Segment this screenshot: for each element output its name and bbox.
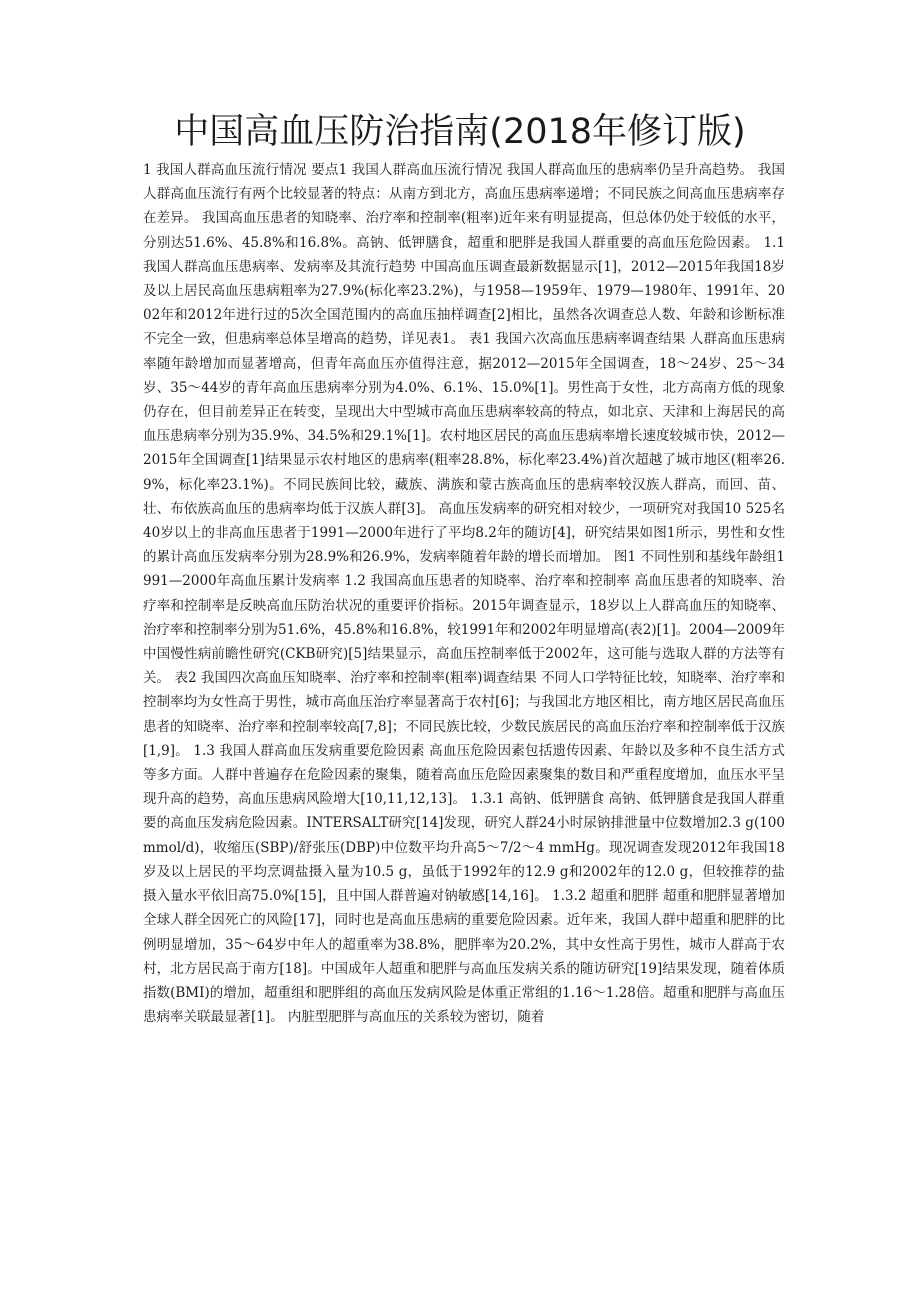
document-title: 中国高血压防治指南(2018年修订版) — [174, 112, 746, 152]
document-body-text: 1 我国人群高血压流行情况 要点1 我国人群高血压流行情况 我国人群高血压的患病率仍呈升高趋势。 我国人群高血压流行有两个比较显著的特点：从南方到北方，高血压患病率递增；不同民族之间高血压患病率存在差异。 我国高血压患者的知晓率、治疗率和控制率(粗率)近年来有明显提高，但总体仍处于较低的水平，分别达51.6%、45.8%和16.8%。高钠、低钾膳食，超重和肥胖是我国人群重要的高血压危险因素。 1.1 我国人群高血压患病率、发病率及其流行趋势 中国高血压调查最新数据显示[1]，2012—2015年我国18岁及以上居民高血压患病粗率为27.9%(标化率23.2%)，与1958—1959年、1979—1980年、1991年、2002年和2012年进行过的5次全国范围内的高血压抽样调查[2]相比，虽然各次调查总人数、年龄和诊断标准不完全一致，但患病率总体呈增高的趋势，详见表1。 表1 我国六次高血压患病率调查结果 人群高血压患病率随年龄增加而显著增高，但青年高血压亦值得注意，据2012—2015年全国调查，18～24岁、25～34岁、35～44岁的青年高血压患病率分别为4.0%、6.1%、15.0%[1]。男性高于女性，北方高南方低的现象仍存在，但目前差异正在转变，呈现出大中型城市高血压患病率较高的特点，如北京、天津和上海居民的高血压患病率分别为35.9%、34.5%和29.1%[1]。农村地区居民的高血压患病率增长速度较城市快，2012—2015年全国调查[1]结果显示农村地区的患病率(粗率28.8%，标化率23.4%)首次超越了城市地区(粗率26.9%，标化率23.1%)。不同民族间比较，藏族、满族和蒙古族高血压的患病率较汉族人群高，而回、苗、壮、布依族高血压的患病率均低于汉族人群[3]。 高血压发病率的研究相对较少，一项研究对我国10 525名40岁以上的非高血压患者于1991—2000年进行了平均8.2年的随访[4]，研究结果如图1所示，男性和女性的累计高血压发病率分别为28.9%和26.9%，发病率随着年龄的增长而增加。 图1 不同性别和基线年龄组1991—2000年高血压累计发病率 1.2 我国高血压患者的知晓率、治疗率和控制率 高血压患者的知晓率、治疗率和控制率是反映高血压防治状况的重要评价指标。2015年调查显示，18岁以上人群高血压的知晓率、治疗率和控制率分别为51.6%，45.8%和16.8%，较1991年和2002年明显增高(表2)[1]。2004—2009年中国慢性病前瞻性研究(CKB研究)[5]结果显示，高血压控制率低于2002年，这可能与选取人群的方法等有关。 表2 我国四次高血压知晓率、治疗率和控制率(粗率)调查结果 不同人口学特征比较，知晓率、治疗率和控制率均为女性高于男性，城市高血压治疗率显著高于农村[6]；与我国北方地区相比，南方地区居民高血压患者的知晓率、治疗率和控制率较高[7,8]；不同民族比较，少数民族居民的高血压治疗率和控制率低于汉族[1,9]。 1.3 我国人群高血压发病重要危险因素 高血压危险因素包括遗传因素、年龄以及多种不良生活方式等多方面。人群中普遍存在危险因素的聚集，随着高血压危险因素聚集的数目和严重程度增加，血压水平呈现升高的趋势，高血压患病风险增大[10,11,12,13]。 1.3.1 高钠、低钾膳食 高钠、低钾膳食是我国人群重要的高血压发病危险因素。INTERSALT研究[14]发现，研究人群24小时尿钠排泄量中位数增加2.3 g(100 mmol/d)，收缩压(SBP)/舒张压(DBP)中位数平均升高5～7/2～4 mmHg。现况调查发现2012年我国18岁及以上居民的平均烹调盐摄入量为10.5 g，虽低于1992年的12.9 g和2002年的12.0 g，但较推荐的盐摄入量水平依旧高75.0%[15]，且中国人群普遍对钠敏感[14,16]。 1.3.2 超重和肥胖 超重和肥胖显著增加全球人群全因死亡的风险[17]，同时也是高血压患病的重要危险因素。近年来，我国人群中超重和肥胖的比例明显增加，35～64岁中年人的超重率为38.8%，肥胖率为20.2%，其中女性高于男性，城市人群高于农村，北方居民高于南方[18]。中国成年人超重和肥胖与高血压发病关系的随访研究[19]结果发现，随着体质指数(BMI)的增加，超重组和肥胖组的高血压发病风险是体重正常组的1.16～1.28倍。超重和肥胖与高血压患病率关联最显著[1]。 内脏型肥胖与高血压的关系较为密切，随着 — [143, 162, 785, 1026]
